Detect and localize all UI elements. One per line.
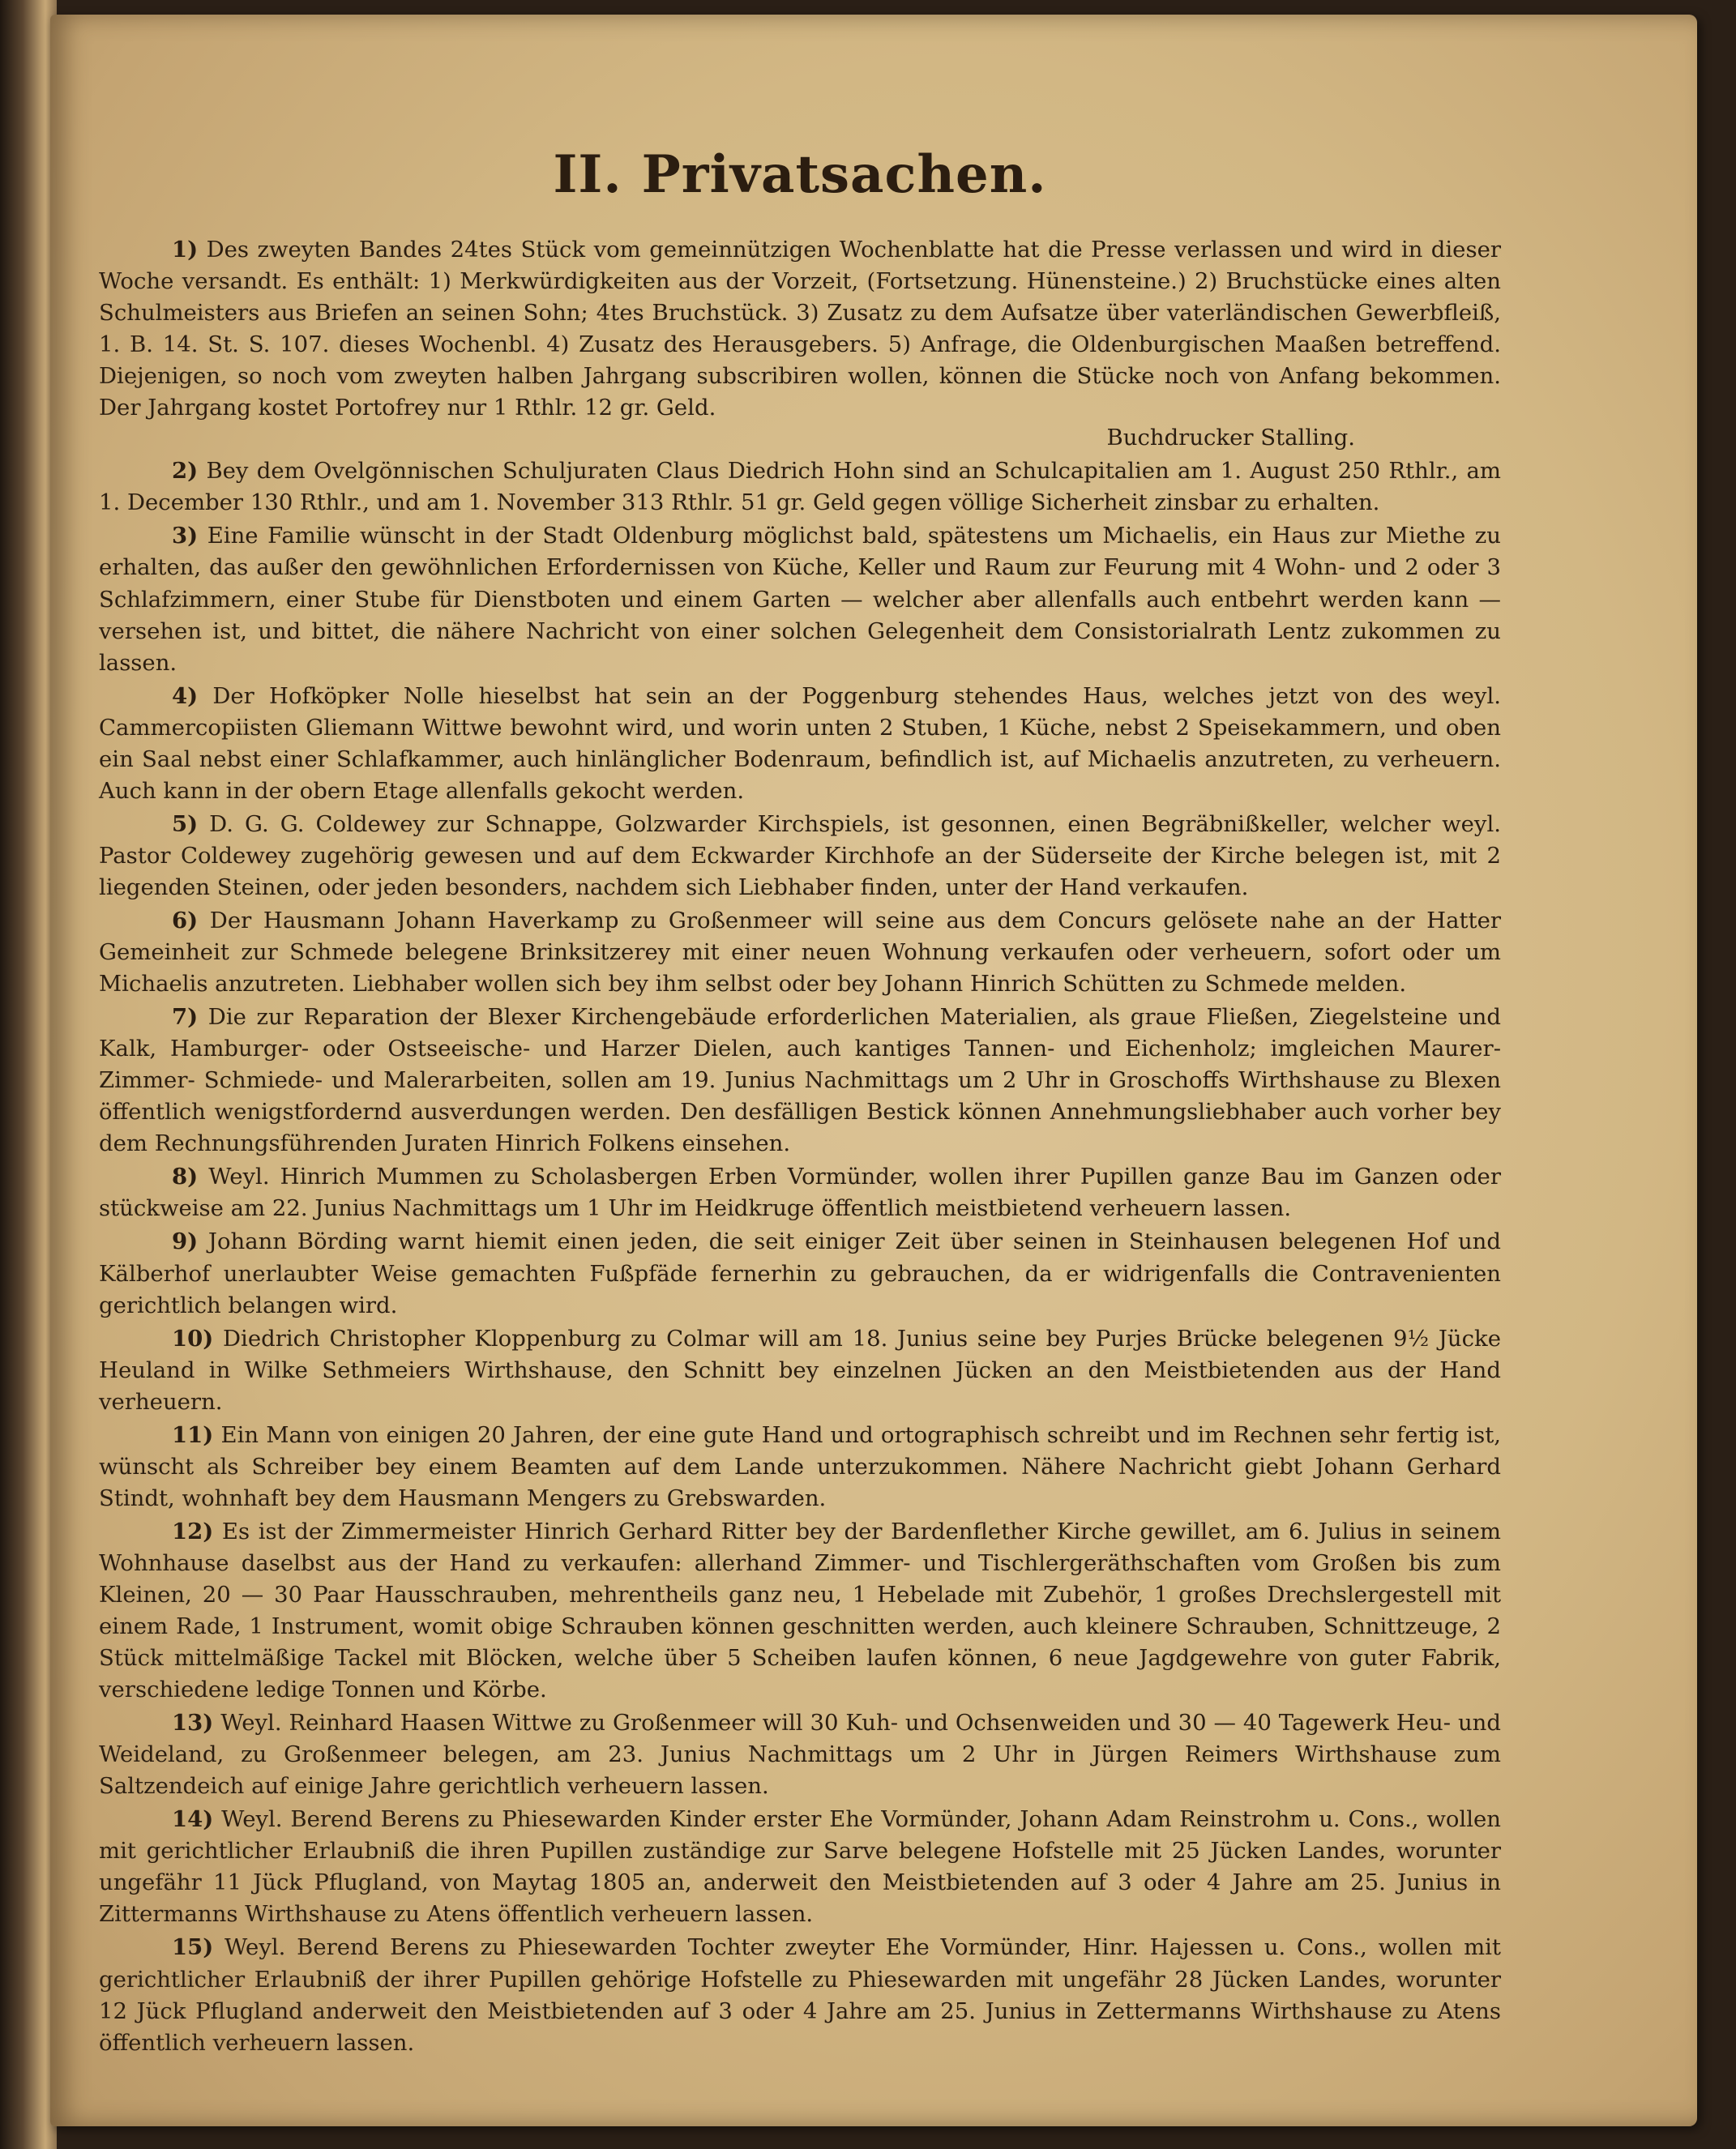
entry-text: Johann Börding warnt hiemit einen jeden, die seit einiger Zeit über seinen in Steinhausen belegenen Hof und Kälberhof unerlaubter Weise gemachten Fußpfäde fernerhin zu gebrauchen, da er widrigenfalls die Contravenienten gerichtlich belangen wird. (99, 1228, 1501, 1318)
entry-number: 11) (172, 1421, 214, 1448)
entry-text: Weyl. Reinhard Haasen Wittwe zu Großenmeer will 30 Kuh- und Ochsenweiden und 30 — 40 Tagewerk Heu- und Weideland, zu Großenmeer belegen, am 23. Junius Nachmittags um 2 Uhr in Jürgen Reimers Wirthshause zum Saltzendeich auf einige Jahre gerichtlich verheuern lassen. (99, 1710, 1501, 1800)
entry-number: 4) (172, 682, 199, 709)
entry-number: 7) (172, 1004, 199, 1031)
entry-text: Die zur Reparation der Blexer Kirchengebäude erforderlichen Materialien, als graue Fließen, Ziegelsteine und Kalk, Hamburger- oder Ostseeische- und Harzer Dielen, auch kantiges Tannen- und Eichenholz; imgleichen Maurer- Zimmer- Schmiede- und Malerarbeiten, sollen am 19. Junius Nachmittags um 2 Uhr in Groschoffs Wirthshause zu Blexen öffentlich wenigstfordernd ausverdungen werden. Den desfälligen Bestick können Annehmungsliebhaber auch vorher bey dem Rechnungsführenden Juraten Hinrich Folkens einsehen. (99, 1004, 1501, 1157)
entry-5 (99, 809, 1501, 904)
entry-number: 9) (172, 1228, 199, 1255)
entry-text: Weyl. Berend Berens zu Phiesewarden Tochter zweyter Ehe Vormünder, Hinr. Hajessen u. Cons., wollen mit gerichtlicher Erlaubniß der ihrer Pupillen gehörige Hofstelle zu Phiesewarden mit ungefähr 28 Jücken Landes, worunter 12 Jück Pflugland anderweit den Meistbietenden auf 3 oder 4 Jahre am 25. Junius in Zettermanns Wirthshause zu Atens öffentlich verheuern lassen. (99, 1934, 1501, 2056)
entry-14 (99, 1804, 1501, 1930)
entry-number: 13) (172, 1710, 214, 1737)
entry-text: Bey dem Ovelgönnischen Schuljuraten Claus Diedrich Hohn sind an Schulcapitalien am 1. August 250 Rthlr., am 1. December 130 Rthlr., und am 1. November 313 Rthlr. 51 gr. Geld gegen völlige Sicherheit zinsbar zu erhalten. (99, 458, 1501, 516)
entry-text: Des zweyten Bandes 24tes Stück vom gemeinnützigen Wochenblatte hat die Presse verlassen und wird in dieser Woche versandt. Es enthält: 1) Merkwürdigkeiten aus der Vorzeit, (Fortsetzung. Hünensteine.) 2) Bruchstücke eines alten Schulmeisters aus Briefen an seinen Sohn; 4tes Bruchstück. 3) Zusatz zu dem Aufsatze über vaterländischen Gewerbfleiß, 1. B. 14. St. S. 107. dieses Wochenbl. 4) Zusatz des Herausgebers. 5) Anfrage, die Oldenburgischen Maaßen betreffend. Diejenigen, so noch vom zweyten halben Jahrgang subscribiren wollen, können die Stücke noch von Anfang bekommen. Der Jahrgang kostet Portofrey nur 1 Rthlr. 12 gr. Geld. (99, 237, 1501, 421)
entry-text: Diedrich Christopher Kloppenburg zu Colmar will am 18. Junius seine bey Purjes Brücke belegenen 9½ Jücke Heuland in Wilke Sethmeiers Wirthshause, den Schnitt bey einzelnen Jücken an den Meistbietenden aus der Hand verheuern. (99, 1325, 1501, 1415)
entry-text: D. G. G. Coldewey zur Schnappe, Golzwarder Kirchspiels, ist gesonnen, einen Begräbnißkeller, welcher weyl. Pastor Coldewey zugehörig gewesen und auf dem Eckwarder Kirchhofe an der Süderseite der Kirche belegen ist, mit 2 liegenden Steinen, oder jeden besonders, nachdem sich Liebhaber finden, unter der Hand verkaufen. (99, 810, 1501, 900)
entry-number: 5) (172, 810, 199, 837)
entry-6 (99, 905, 1501, 1000)
entry-2 (99, 455, 1501, 519)
entry-8 (99, 1161, 1501, 1224)
section-heading (99, 144, 1501, 205)
entry-9 (99, 1226, 1501, 1321)
entry-number: 6) (172, 907, 199, 934)
entry-3 (99, 520, 1501, 678)
entry-1 (99, 234, 1501, 424)
entry-7 (99, 1002, 1501, 1160)
entry-number: 1) (172, 237, 199, 263)
entry-number: 2) (172, 458, 199, 485)
entry-text: Weyl. Hinrich Mummen zu Scholasbergen Erben Vormünder, wollen ihrer Pupillen ganze Bau im Ganzen oder stückweise am 22. Junius Nachmittags um 1 Uhr im Heidkruge öffentlich meistbietend verheuern lassen. (99, 1164, 1501, 1222)
entry-number: 12) (172, 1518, 214, 1544)
section-number: II. (553, 144, 622, 205)
entry-text: Eine Familie wünscht in der Stadt Oldenburg möglichst bald, spätestens um Michaelis, ein Haus zur Miethe zu erhalten, das außer den gewöhnlichen Erfordernissen von Küche, Keller und Raum zur Feurung mit 4 Wohn- und 2 oder 3 Schlafzimmern, einer Stube für Dienstboten und einem Garten — welcher aber allenfalls auch entbehrt werden kann — versehen ist, und bittet, die nähere Nachricht von einer solchen Gelegenheit dem Consistorialrath Lentz zukommen zu lassen. (99, 523, 1501, 676)
signature: Buchdrucker Stalling. (1106, 425, 1355, 451)
entry-text: Es ist der Zimmermeister Hinrich Gerhard Ritter bey der Bardenflether Kirche gewillet, am 6. Julius in seinem Wohnhause daselbst aus der Hand zu verkaufen: allerhand Zimmer- und Tischlergeräthschaften vom Großen bis zum Kleinen, 20 — 30 Paar Hausschrauben, mehrentheils ganz neu, 1 Hebelade mit Zubehör, 1 großes Drechslergestell mit einem Rade, 1 Instrument, womit obige Schrauben können geschnitten werden, auch kleinere Schrauben, Schnittzeuge, 2 Stück mittelmäßige Tackel mit Blöcken, welche über 5 Scheiben laufen können, 6 neue Jagdgewehre von guter Fabrik, verschiedene ledige Tonnen und Körbe. (99, 1518, 1501, 1703)
entry-number: 10) (172, 1325, 214, 1352)
entry-10 (99, 1323, 1501, 1418)
entry-number: 3) (172, 523, 199, 549)
page-content (99, 144, 1501, 2061)
entry-text: Der Hofköpker Nolle hieselbst hat sein an der Poggenburg stehendes Haus, welches jetzt von des weyl. Cammercopiisten Gliemann Wittwe bewohnt wird, und worin unten 2 Stuben, 1 Küche, nebst 2 Speisekammern, und oben ein Saal nebst einer Schlafkammer, auch hinlänglicher Bodenraum, befindlich ist, auf Michaelis anzutreten, zu verheuern. Auch kann in der obern Etage allenfalls gekocht werden. (99, 682, 1501, 804)
section-title: Privatsachen. (641, 144, 1047, 205)
entry-text: Der Hausmann Johann Haverkamp zu Großenmeer will seine aus dem Concurs gelösete nahe an der Hatter Gemeinheit zur Schmede belegene Brinksitzerey mit einer neuen Wohnung verkaufen oder verheuern, sofort oder um Michaelis anzutreten. Liebhaber wollen sich bey ihm selbst oder bey Johann Hinrich Schütten zu Schmede melden. (99, 907, 1501, 998)
entry-12 (99, 1516, 1501, 1706)
entry-number: 8) (172, 1164, 199, 1190)
document-page (50, 15, 1697, 2126)
entry-number: 15) (172, 1934, 214, 1961)
entry-text: Weyl. Berend Berens zu Phiesewarden Kinder erster Ehe Vormünder, Johann Adam Reinstrohm u. Cons., wollen mit gerichtlicher Erlaubniß die ihren Pupillen zuständige zur Sarve belegene Hofstelle mit 25 Jücken Landes, worunter ungefähr 11 Jück Pflugland, von Maytag 1805 an, anderweit den Meistbietenden auf 3 oder 4 Jahre am 25. Junius in Zittermanns Wirthshause zu Atens öffentlich verheuern lassen. (99, 1806, 1501, 1928)
entry-11 (99, 1420, 1501, 1515)
entry-4 (99, 681, 1501, 807)
left-page-edge (0, 0, 57, 2149)
entry-text: Ein Mann von einigen 20 Jahren, der eine gute Hand und ortographisch schreibt und im Rechnen sehr fertig ist, wünscht als Schreiber bey einem Beamten auf dem Lande unterzukommen. Nähere Nachricht giebt Johann Gerhard Stindt, wohnhaft bey dem Hausmann Mengers zu Grebswarden. (99, 1421, 1502, 1511)
entry-13 (99, 1707, 1501, 1802)
entry-15 (99, 1932, 1501, 2058)
entry-number: 14) (172, 1806, 214, 1833)
